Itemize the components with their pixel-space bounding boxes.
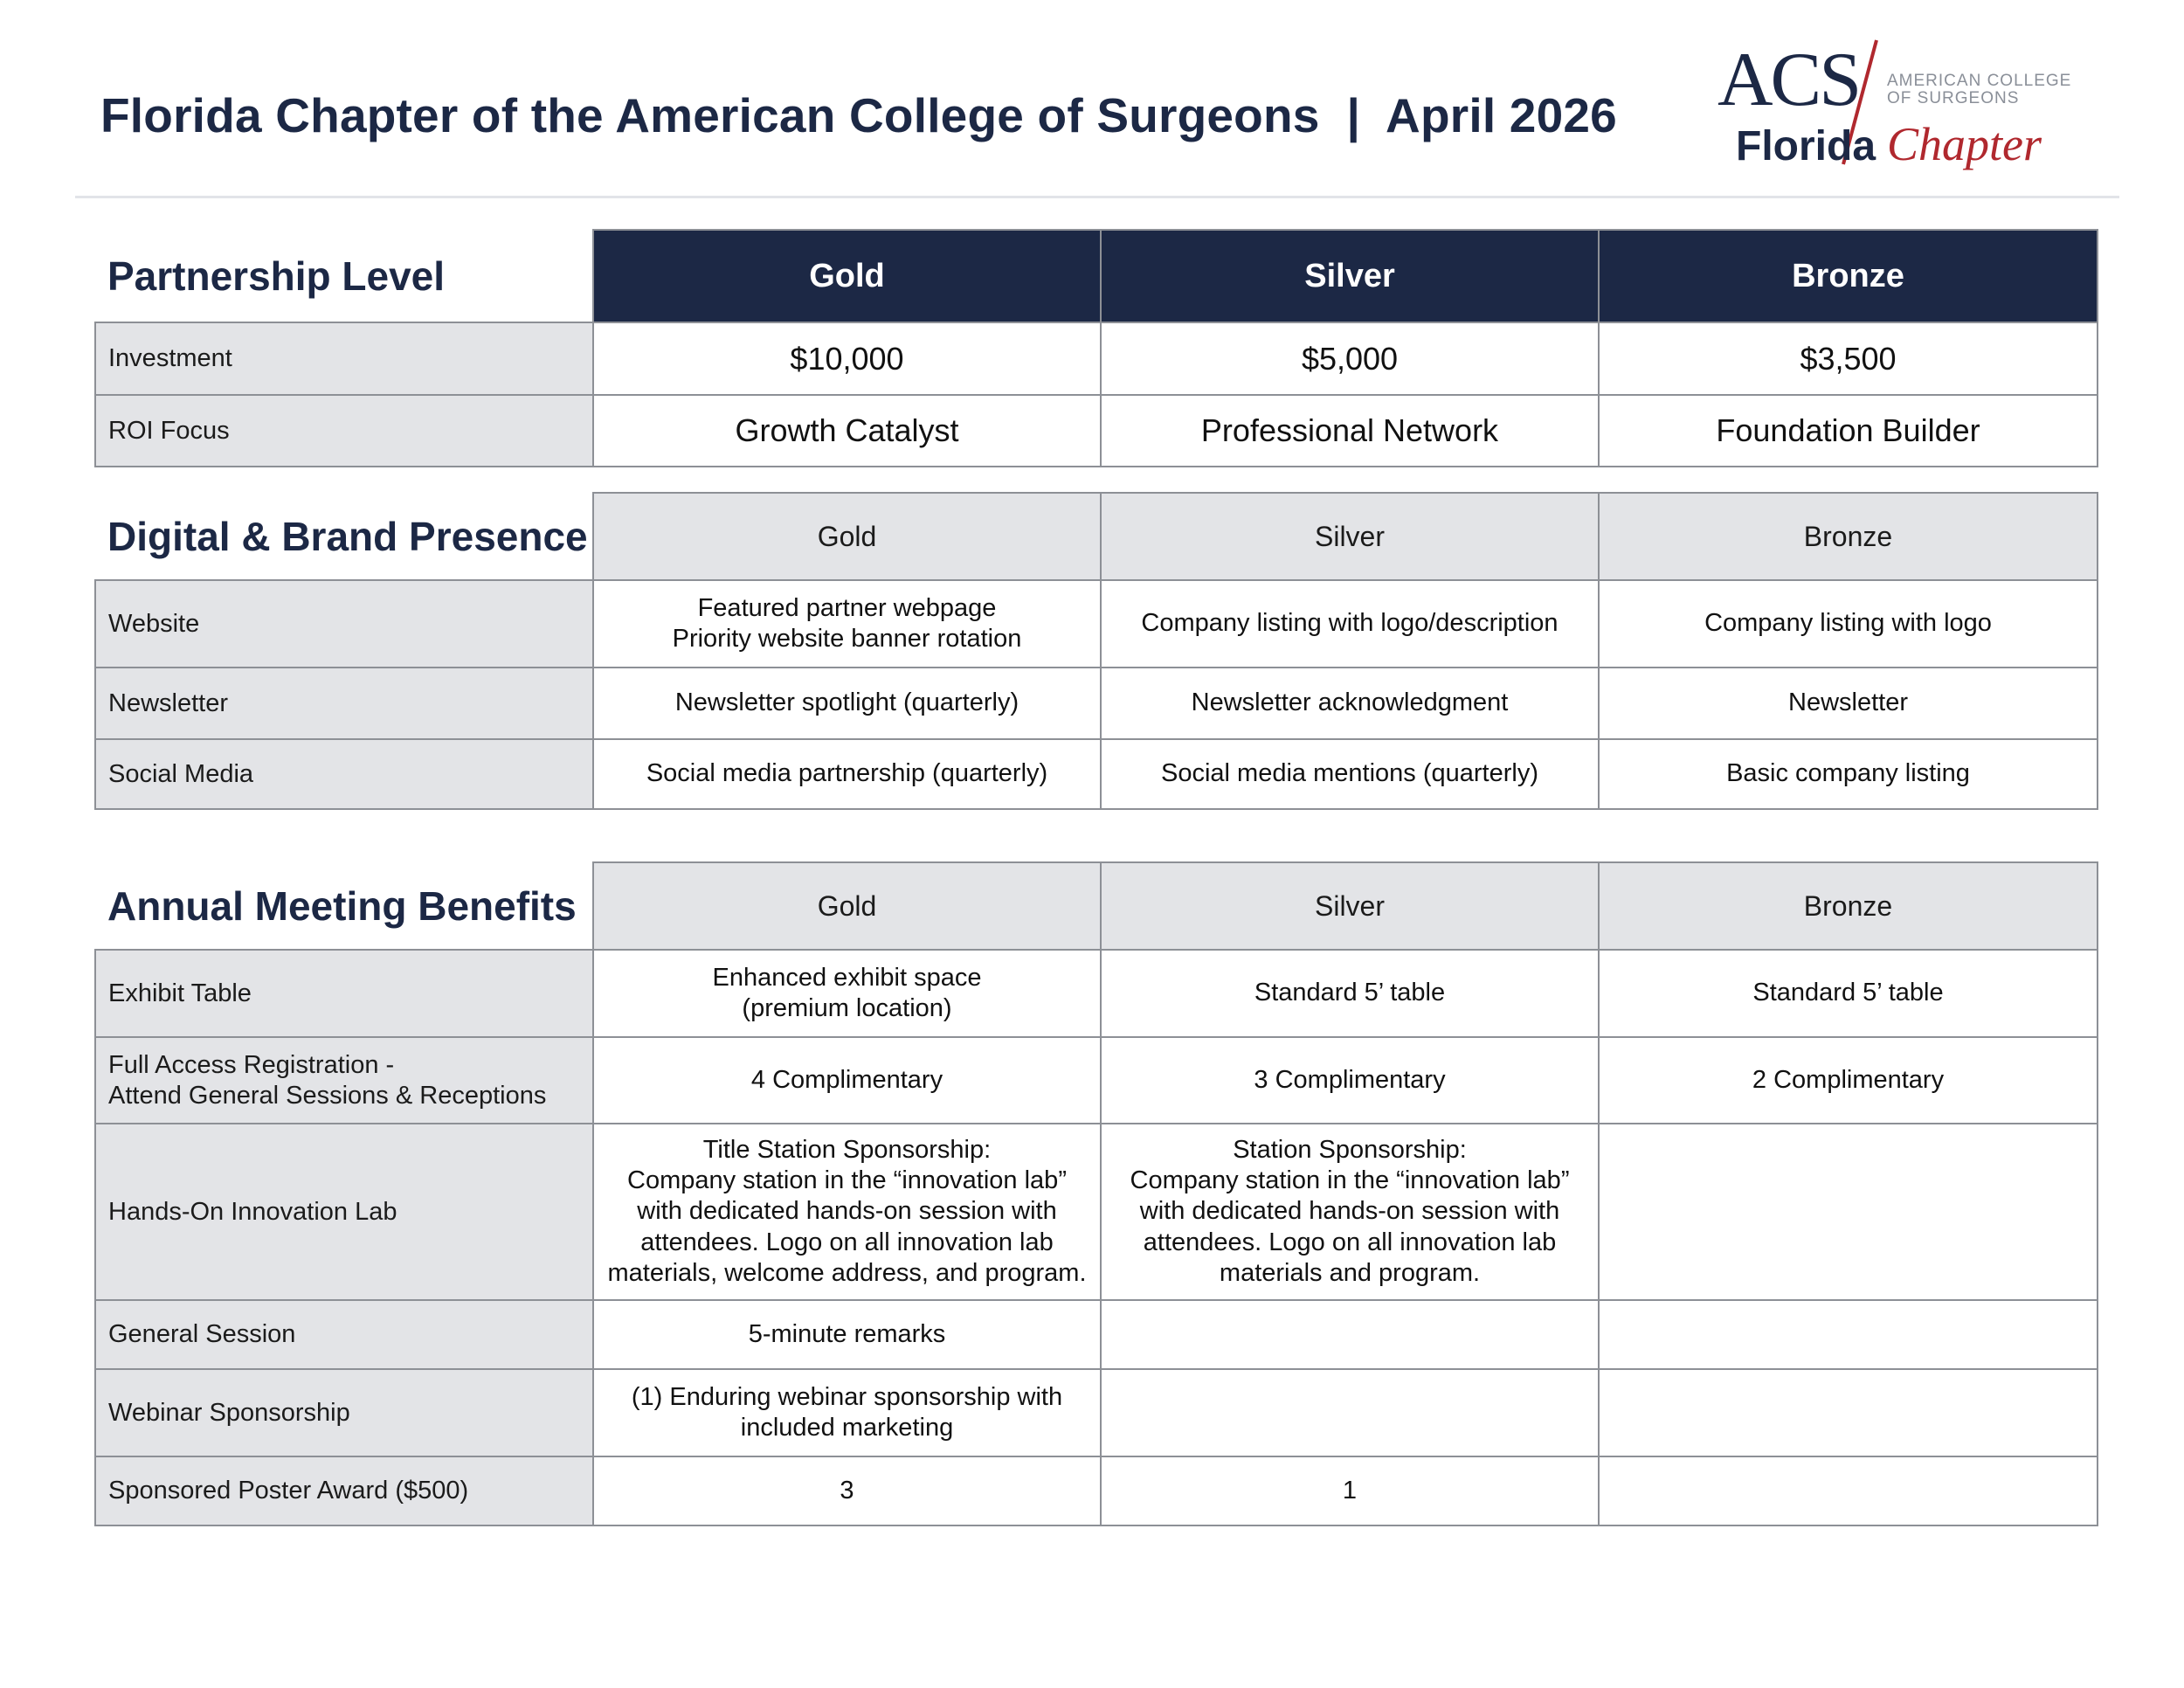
column-header-bronze: Bronze bbox=[1599, 862, 2098, 950]
table-row bbox=[95, 1456, 2098, 1525]
cell-gold: Growth Catalyst bbox=[593, 395, 1101, 467]
logo-line2: OF SURGEONS bbox=[1887, 89, 2020, 107]
cell-bronze: Basic company listing bbox=[1599, 739, 2098, 809]
logo-acs-mark: ACS bbox=[1717, 38, 1860, 122]
cell-gold: Social media partnership (quarterly) bbox=[593, 739, 1101, 809]
cell-gold: Newsletter spotlight (quarterly) bbox=[593, 668, 1101, 739]
logo-line1: AMERICAN COLLEGE bbox=[1887, 72, 2072, 90]
partnership-level-table bbox=[94, 229, 2098, 467]
table-row bbox=[95, 739, 2098, 809]
cell-gold: 4 Complimentary bbox=[593, 1037, 1101, 1124]
table-row bbox=[95, 580, 2098, 668]
table-row bbox=[95, 1124, 2098, 1300]
table-row bbox=[95, 322, 2098, 395]
cell-gold: Featured partner webpage Priority website banner rotation bbox=[593, 580, 1101, 668]
table-header-row bbox=[95, 493, 2098, 580]
cell-bronze: Standard 5’ table bbox=[1599, 950, 2098, 1037]
cell-gold: Title Station Sponsorship: Company station in the “innovation lab” with dedicated hands-on session with attendees. Logo on all innovation lab materials, welcome address, and program. bbox=[593, 1124, 1101, 1300]
row-label: Full Access Registration - Attend General Sessions & Receptions bbox=[95, 1037, 593, 1124]
table-header-row bbox=[95, 230, 2098, 322]
table-row bbox=[95, 1300, 2098, 1369]
column-header-silver: Silver bbox=[1101, 230, 1599, 322]
row-label: Website bbox=[95, 580, 593, 668]
cell-silver: Professional Network bbox=[1101, 395, 1599, 467]
table-row bbox=[95, 395, 2098, 467]
row-label: Social Media bbox=[95, 739, 593, 809]
cell-bronze bbox=[1599, 1300, 2098, 1369]
header-divider bbox=[75, 196, 2119, 198]
row-label: Newsletter bbox=[95, 668, 593, 739]
cell-silver bbox=[1101, 1300, 1599, 1369]
page-header bbox=[0, 0, 2184, 197]
cell-bronze: Company listing with logo bbox=[1599, 580, 2098, 668]
row-label: Exhibit Table bbox=[95, 950, 593, 1037]
cell-bronze: 2 Complimentary bbox=[1599, 1037, 2098, 1124]
column-header-gold: Gold bbox=[593, 493, 1101, 580]
section-title: Partnership Level bbox=[95, 230, 593, 322]
cell-gold: $10,000 bbox=[593, 322, 1101, 395]
cell-silver: Company listing with logo/description bbox=[1101, 580, 1599, 668]
logo-chapter: Chapter bbox=[1887, 118, 2042, 170]
section-title: Digital & Brand Presence bbox=[95, 493, 593, 580]
cell-silver: 1 bbox=[1101, 1456, 1599, 1525]
cell-silver: Newsletter acknowledgment bbox=[1101, 668, 1599, 739]
cell-silver: 3 Complimentary bbox=[1101, 1037, 1599, 1124]
cell-bronze: Newsletter bbox=[1599, 668, 2098, 739]
column-header-bronze: Bronze bbox=[1599, 230, 2098, 322]
cell-bronze bbox=[1599, 1124, 2098, 1300]
row-label: ROI Focus bbox=[95, 395, 593, 467]
column-header-silver: Silver bbox=[1101, 493, 1599, 580]
row-label: Hands-On Innovation Lab bbox=[95, 1124, 593, 1300]
cell-silver: Station Sponsorship: Company station in the “innovation lab” with dedicated hands-on session with attendees. Logo on all innovation lab materials and program. bbox=[1101, 1124, 1599, 1300]
cell-silver: $5,000 bbox=[1101, 322, 1599, 395]
cell-silver: Standard 5’ table bbox=[1101, 950, 1599, 1037]
cell-bronze: $3,500 bbox=[1599, 322, 2098, 395]
cell-bronze bbox=[1599, 1456, 2098, 1525]
row-label: Webinar Sponsorship bbox=[95, 1369, 593, 1456]
annual-meeting-benefits-table bbox=[94, 861, 2098, 1526]
cell-silver bbox=[1101, 1369, 1599, 1456]
cell-bronze bbox=[1599, 1369, 2098, 1456]
column-header-gold: Gold bbox=[593, 230, 1101, 322]
logo-florida: Florida bbox=[1736, 123, 1876, 169]
column-header-gold: Gold bbox=[593, 862, 1101, 950]
section-title: Annual Meeting Benefits bbox=[95, 862, 593, 950]
cell-gold: Enhanced exhibit space (premium location) bbox=[593, 950, 1101, 1037]
cell-bronze: Foundation Builder bbox=[1599, 395, 2098, 467]
column-header-bronze: Bronze bbox=[1599, 493, 2098, 580]
table-row bbox=[95, 950, 2098, 1037]
acs-florida-chapter-logo bbox=[1712, 33, 2072, 182]
cell-gold: 5-minute remarks bbox=[593, 1300, 1101, 1369]
page-title: Florida Chapter of the American College of Surgeons | April 2026 bbox=[100, 88, 1617, 142]
row-label: Sponsored Poster Award ($500) bbox=[95, 1456, 593, 1525]
table-row bbox=[95, 1037, 2098, 1124]
row-label: Investment bbox=[95, 322, 593, 395]
table-header-row bbox=[95, 862, 2098, 950]
cell-gold: (1) Enduring webinar sponsorship with included marketing bbox=[593, 1369, 1101, 1456]
column-header-silver: Silver bbox=[1101, 862, 1599, 950]
cell-gold: 3 bbox=[593, 1456, 1101, 1525]
digital-brand-presence-table bbox=[94, 492, 2098, 810]
cell-silver: Social media mentions (quarterly) bbox=[1101, 739, 1599, 809]
table-row bbox=[95, 668, 2098, 739]
row-label: General Session bbox=[95, 1300, 593, 1369]
table-row bbox=[95, 1369, 2098, 1456]
